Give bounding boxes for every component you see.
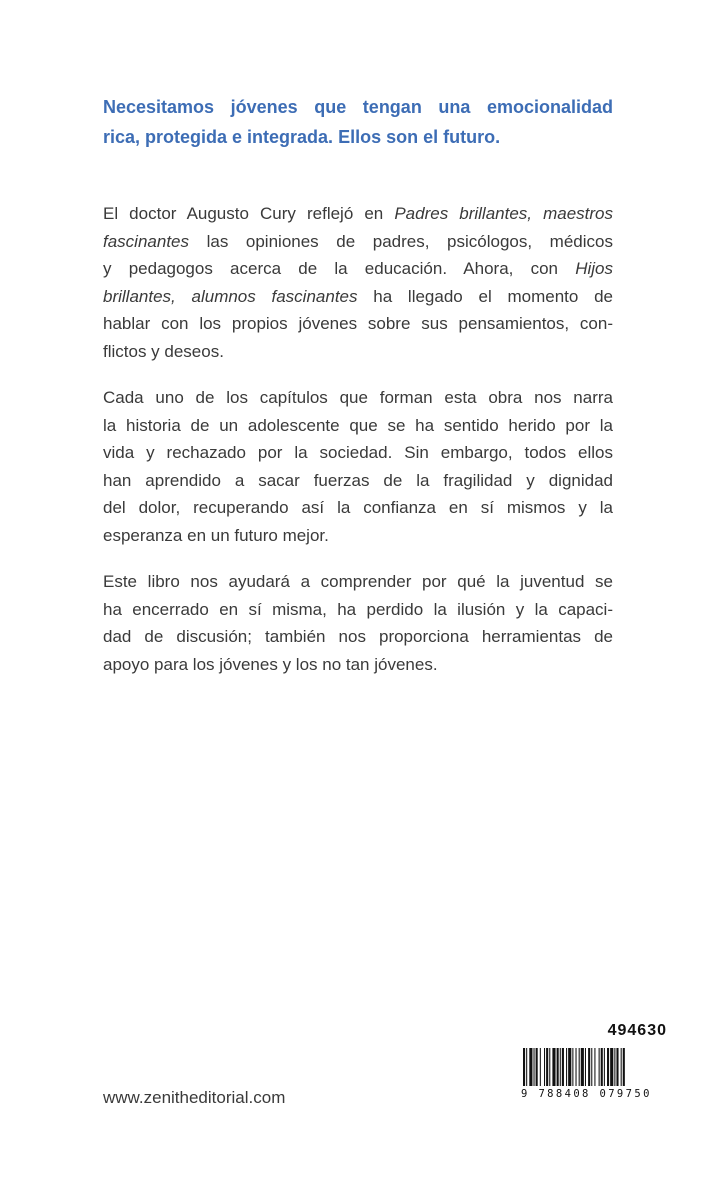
synopsis-line [103,412,613,440]
barcode-bar [591,1048,592,1086]
synopsis-line [103,439,613,467]
barcode-bar [576,1048,577,1086]
barcode-bar [610,1048,613,1086]
barcode-bar [562,1048,564,1086]
text-segment: flictos y deseos. [103,341,224,361]
synopsis [103,200,613,697]
barcode-bar [623,1048,625,1086]
barcode-bar [607,1048,609,1086]
price-code: 494630 [607,1022,667,1039]
ean-digits: 9 788408 079750 [521,1088,652,1100]
text-segment: del dolor, recuperando así la confianza en sí mismos y la [103,498,613,517]
barcode-bar [621,1048,622,1086]
tagline-line: rica, protegida e integrada. Ellos son el futuro. [103,127,501,147]
synopsis-line [103,255,613,283]
barcode-bar [529,1048,532,1086]
text-segment: El doctor Augusto Cury reflejó en [103,204,395,223]
synopsis-line [103,522,613,550]
text-segment: hablar con los propios jóvenes sobre sus pensamientos, con- [103,314,613,333]
barcode-bar [594,1048,595,1086]
synopsis-line [103,623,613,651]
barcode-bar [534,1048,535,1086]
synopsis-line [103,338,613,366]
text-segment: dad de discusión; también nos proporciona herramientas de [103,627,613,646]
tagline-line: Necesitamos jóvenes que tengan una emocionalidad [103,97,613,117]
text-segment: Este libro nos ayudará a comprender por qué la juventud se [103,572,613,591]
publisher-website: www.zenitheditorial.com [103,1088,286,1107]
barcode-bar [601,1048,603,1086]
synopsis-paragraph [103,568,613,678]
text-segment: apoyo para los jóvenes y los no tan jóvenes. [103,654,438,674]
synopsis-paragraph [103,200,613,365]
barcode-bar [557,1048,559,1086]
text-segment: ha llegado el momento de [357,286,613,306]
barcode-bar [566,1048,567,1086]
synopsis-line [103,651,613,679]
barcode-bar [604,1048,605,1086]
text-segment: y pedagogos acerca de la educación. Ahora, con [103,259,576,278]
text-segment: han aprendido a sacar fuerzas de la fragilidad y dignidad [103,470,613,490]
italic-title-text: fascinantes [103,231,189,251]
synopsis-line [103,200,613,228]
barcode-bar [614,1048,615,1086]
synopsis-line [103,228,613,256]
isbn-barcode-block [521,1022,667,1102]
synopsis-line [103,467,613,495]
barcode-bar [599,1048,600,1086]
text-segment: ha encerrado en sí misma, ha perdido la ilusión y la capaci- [103,599,613,619]
barcode-bar [536,1048,538,1086]
barcode-bar [546,1048,548,1086]
barcode-bar [540,1048,541,1086]
text-segment: esperanza en un futuro mejor. [103,525,329,545]
barcode-bar [588,1048,590,1086]
italic-title-text: brillantes, alumnos fascinantes [103,286,358,306]
synopsis-line [103,596,613,624]
barcode-bar [544,1048,545,1086]
barcode-bar [579,1048,580,1086]
text-segment: las opiniones de padres, psicólogos, médicos [189,231,613,251]
barcode-bar [572,1048,573,1086]
text-segment: Cada uno de los capítulos que forman esta obra nos narra [103,388,613,407]
barcode-bar [526,1048,527,1086]
synopsis-line [103,283,613,311]
synopsis-line [103,494,613,522]
barcode-bar [616,1048,618,1086]
barcode-bar [552,1048,555,1086]
synopsis-line [103,384,613,412]
barcode-bar [523,1048,525,1086]
synopsis-line [103,310,613,338]
tagline [103,92,613,152]
italic-title-text: Padres brillantes, maestros [394,204,613,223]
barcode-bar [560,1048,561,1086]
text-segment: vida y rechazado por la sociedad. Sin embargo, todos ellos [103,443,613,462]
barcode-bar [549,1048,550,1086]
barcode-bar [585,1048,586,1086]
text-segment: la historia de un adolescente que se ha sentido herido por la [103,415,613,435]
synopsis-paragraph [103,384,613,549]
italic-title-text: Hijos [575,259,613,278]
synopsis-line [103,568,613,596]
barcode-bar [581,1048,584,1086]
barcode-bar [568,1048,571,1086]
